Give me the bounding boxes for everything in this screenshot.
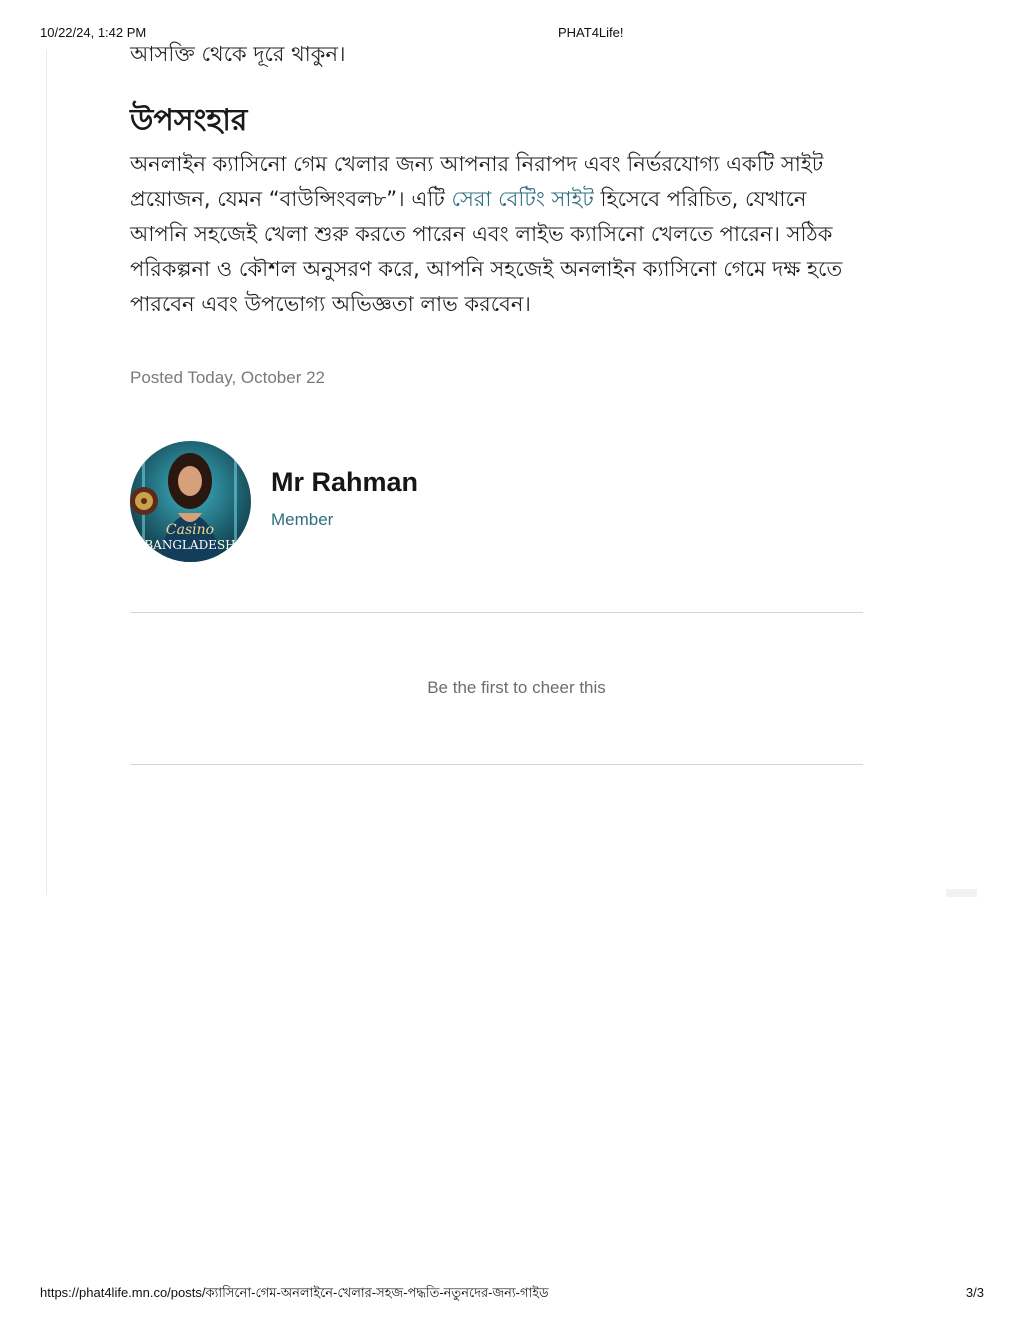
print-page-number: 3/3	[965, 1285, 984, 1300]
best-betting-site-link[interactable]: সেরা বেটিং সাইট	[451, 187, 594, 211]
avatar-image	[130, 441, 251, 562]
floating-widget-edge	[946, 889, 977, 897]
print-datetime: 10/22/24, 1:42 PM	[40, 25, 147, 40]
avatar-caption-line1: Casino	[165, 522, 215, 538]
section-heading: উপসংহার	[130, 103, 248, 138]
author-role: Member	[271, 510, 334, 529]
author-avatar[interactable]	[130, 441, 251, 562]
print-page-url: https://phat4life.mn.co/posts/ক্যাসিনো-গেম-অনলাইনে-খেলার-সহজ-পদ্ধতি-নতুনদের-জন্য-গাইড	[40, 1285, 549, 1300]
author-name[interactable]: Mr Rahman	[271, 467, 419, 497]
cheer-prompt: Be the first to cheer this	[427, 678, 606, 697]
paragraph-text-end: হিসেবে পরিচিত, যেখানে আপনি সহজেই খেলা শুরু করতে পারেন এবং লাইভ ক্যাসিনো খেলতে পারেন। সঠিক পরিকল্পনা ও কৌশল অনুসরণ করে, আপনি সহজেই অনলাইন ক্যাসিনো গেমে দক্ষ হতে পারবেন এবং উপভোগ্য অভিজ্ঞতা লাভ করবেন।	[130, 187, 843, 316]
print-site-title: PHAT4Life!	[558, 25, 624, 40]
content-left-border	[46, 50, 47, 895]
article-paragraph	[130, 147, 870, 322]
avatar-caption-line2: BANGLADESH	[144, 538, 236, 552]
paragraph-text-start: অনলাইন ক্যাসিনো গেম খেলার জন্য আপনার নিরাপদ এবং নির্ভরযোগ্য একটি সাইট প্রয়োজন, যেমন “বাউন্সিংবল৮”। এটি	[130, 152, 824, 211]
divider	[130, 612, 863, 613]
divider	[130, 764, 863, 765]
posted-date: Posted Today, October 22	[130, 368, 325, 387]
article-previous-line: আসক্তি থেকে দূরে থাকুন।	[130, 42, 346, 66]
